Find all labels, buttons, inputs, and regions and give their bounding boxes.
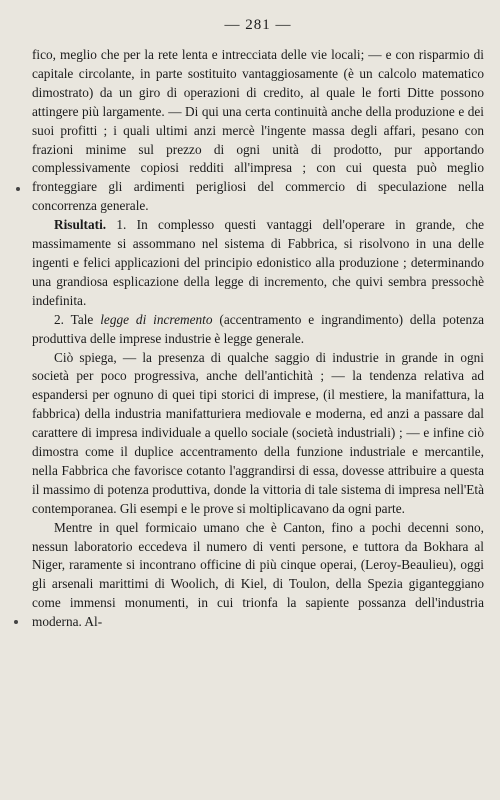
margin-dot-mark [14, 620, 18, 624]
paragraph-cio-spiega: Ciò spiega, — la presenza di qualche saggio di industrie in grande in ogni società per poco progressiva, anche dell'antichità ; — la tendenza relativa ad espandersi per ognuno di quei tipi storici di imprese, (il mestiere, la manifattura, la fabbrica) della industria manifatturiera mediovale e moderna, ed anzi a passare dal carattere di impresa individuale a quello sociale (società industriali) ; — e infine ciò dimostra come il duplice accentramento della funzione industriale e mercantile, nella Fabbrica che favorisce cotanto l'aggrandirsi di essa, dovesse attribuire a questa il massimo di potenza produttiva, donde la vittoria di tale sistema di impresa nell'Età contemporanea. Gli esempi e le prove si moltiplicavano da ogni parte. [32, 349, 484, 516]
italic-term-legge-di-incremento: legge di incremento [100, 311, 213, 327]
paragraph-legge-text-after: (accentramento e ingrandimento) della potenza produttiva delle imprese industrie è legge generale. [32, 311, 485, 346]
paragraph-canton: Mentre in quel formicaio umano che è Canton, fino a pochi decenni sono, nessun laboratorio eccedeva il numero di venti persone, e tuttora da Bokhara al Niger, raramente si incontrano officine di più cinque operai, (Leroy-Beaulieu), oggi gli arsenali marittimi di Woolich, di Kiel, di Toulon, della Spezia giganteggiano come immensi monumenti, in cui trionfa la sapiente possanza dell'industria moderna. Al- [32, 519, 484, 630]
paragraph-legge-text-before: 2. Tale [54, 311, 101, 327]
paragraph-risultati-text: 1. In complesso questi vantaggi dell'operare in grande, che massimamente si assommano nel sistema di Fabbrica, si risolvono in una delle ingenti e felici applicazioni del principio edonistico alla produzione ; determinando una grandiosa esplicazione della legge di incremento, che quivi sembra pressochè indefinita. [32, 217, 484, 308]
paragraph-continuation: fico, meglio che per la rete lenta e intrecciata delle vie locali; — e con risparmio di capitale circolante, in parte sostituito vantaggiosamente (è un calcolo matematico dimostrato) da un giro di operazioni di credito, al quale le forti Ditte possono attingere più largamente. — Di qui una certa continuità anche della produzione e dei suoi profitti ; i quali ultimi anzi mercè l'ingente massa degli affari, pesano con frazioni minime sul prezzo di ogni unità di prodotto, pur apportando complessivamente copiosi redditi all'impresa ; con cui questa può meglio fronteggiare gli ardimenti perigliosi del commercio di speculazione nella concorrenza generale. [32, 47, 484, 214]
section-heading-risultati: Risultati. [54, 217, 107, 233]
page-body-text [32, 46, 484, 632]
paragraph-risultati [32, 216, 484, 311]
margin-dot-mark [16, 187, 20, 191]
page-number: — 281 — [224, 17, 292, 33]
paragraph-legge-di-incremento [32, 311, 484, 349]
